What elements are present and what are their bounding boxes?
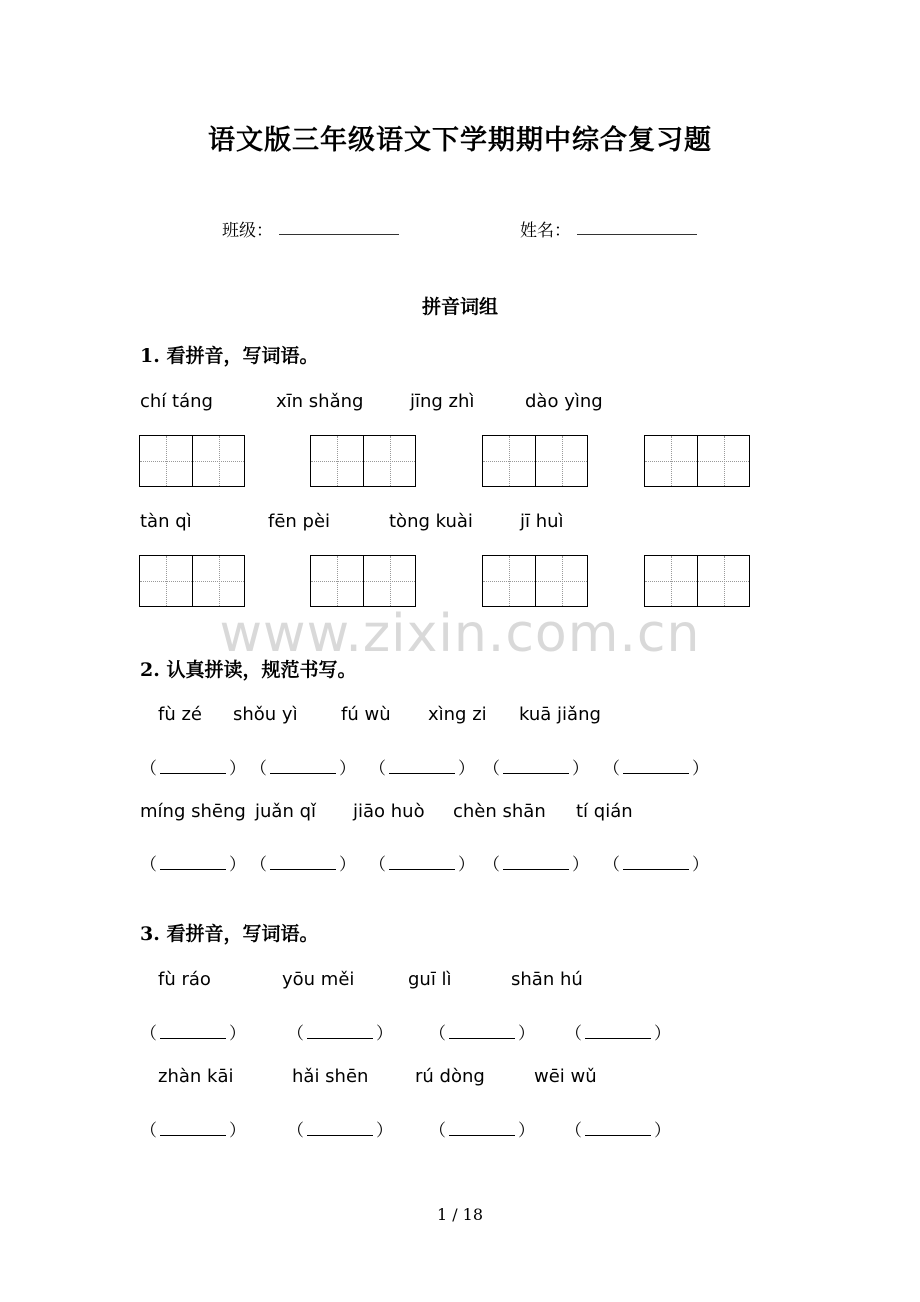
answer-blank[interactable]: （ ） (140, 759, 246, 779)
q3-pinyin-1: fù ráo (158, 969, 211, 990)
answer-blank[interactable]: （ ） (483, 855, 589, 875)
q1-pinyin-5: tàn qì (140, 511, 192, 532)
name-label: 姓名： (520, 221, 571, 241)
answer-blank[interactable]: （ ） (287, 1024, 393, 1044)
q3-pinyin-8: wēi wǔ (534, 1066, 597, 1087)
answer-blank[interactable]: （ ） (603, 759, 709, 779)
watermark: www.zixin.com.cn (219, 604, 701, 664)
q2-pinyin-10: tí qián (576, 801, 633, 822)
q1-pinyin-1: chí táng (140, 391, 213, 412)
writing-grid[interactable] (482, 435, 588, 487)
answer-blank[interactable]: （ ） (565, 1121, 671, 1141)
q2-pinyin-3: fú wù (341, 704, 391, 725)
q2-pinyin-5: kuā jiǎng (519, 704, 601, 725)
question-2-heading: 2. 认真拼读，规范书写。 (140, 659, 357, 681)
writing-grid[interactable] (310, 435, 416, 487)
q1-pinyin-2: xīn shǎng (276, 391, 364, 412)
q3-pinyin-7: rú dòng (415, 1066, 485, 1087)
answer-blank[interactable]: （ ） (369, 855, 475, 875)
q1-pinyin-6: fēn pèi (268, 511, 331, 532)
q2-pinyin-9: chèn shān (453, 801, 546, 822)
answer-blank[interactable]: （ ） (140, 1121, 246, 1141)
page-title: 语文版三年级语文下学期期中综合复习题 (208, 125, 712, 156)
writing-grid[interactable] (139, 555, 245, 607)
writing-grid[interactable] (644, 555, 750, 607)
q1-pinyin-4: dào yìng (525, 391, 603, 412)
q2-pinyin-6: míng shēng (140, 801, 246, 822)
class-label: 班级： (222, 221, 273, 241)
writing-grid[interactable] (644, 435, 750, 487)
class-input-line[interactable] (279, 234, 399, 235)
writing-grid[interactable] (310, 555, 416, 607)
writing-grid[interactable] (139, 435, 245, 487)
answer-blank[interactable]: （ ） (287, 1121, 393, 1141)
writing-grid[interactable] (482, 555, 588, 607)
answer-blank[interactable]: （ ） (483, 759, 589, 779)
answer-blank[interactable]: （ ） (140, 1024, 246, 1044)
question-3-heading: 3. 看拼音，写词语。 (140, 923, 319, 945)
q3-pinyin-4: shān hú (511, 969, 583, 990)
q1-pinyin-8: jī huì (520, 511, 564, 532)
q3-pinyin-3: guī lì (408, 969, 452, 990)
section-title: 拼音词组 (421, 296, 498, 318)
q2-pinyin-7: juǎn qǐ (255, 801, 316, 822)
q2-pinyin-2: shǒu yì (233, 704, 298, 725)
q2-pinyin-1: fù zé (158, 704, 202, 725)
answer-blank[interactable]: （ ） (565, 1024, 671, 1044)
answer-blank[interactable]: （ ） (603, 855, 709, 875)
answer-blank[interactable]: （ ） (140, 855, 246, 875)
answer-blank[interactable]: （ ） (250, 759, 356, 779)
answer-blank[interactable]: （ ） (429, 1121, 535, 1141)
q3-pinyin-5: zhàn kāi (158, 1066, 234, 1087)
page-number: 1 / 18 (436, 1205, 484, 1224)
q3-pinyin-2: yōu měi (282, 969, 355, 990)
question-1-heading: 1. 看拼音，写词语。 (140, 345, 319, 367)
q3-pinyin-6: hǎi shēn (292, 1066, 369, 1087)
answer-blank[interactable]: （ ） (429, 1024, 535, 1044)
answer-blank[interactable]: （ ） (250, 855, 356, 875)
q1-pinyin-3: jīng zhì (410, 391, 475, 412)
q2-pinyin-4: xìng zi (428, 704, 487, 725)
answer-blank[interactable]: （ ） (369, 759, 475, 779)
q1-pinyin-7: tòng kuài (389, 511, 473, 532)
name-input-line[interactable] (577, 234, 697, 235)
q2-pinyin-8: jiāo huò (353, 801, 425, 822)
